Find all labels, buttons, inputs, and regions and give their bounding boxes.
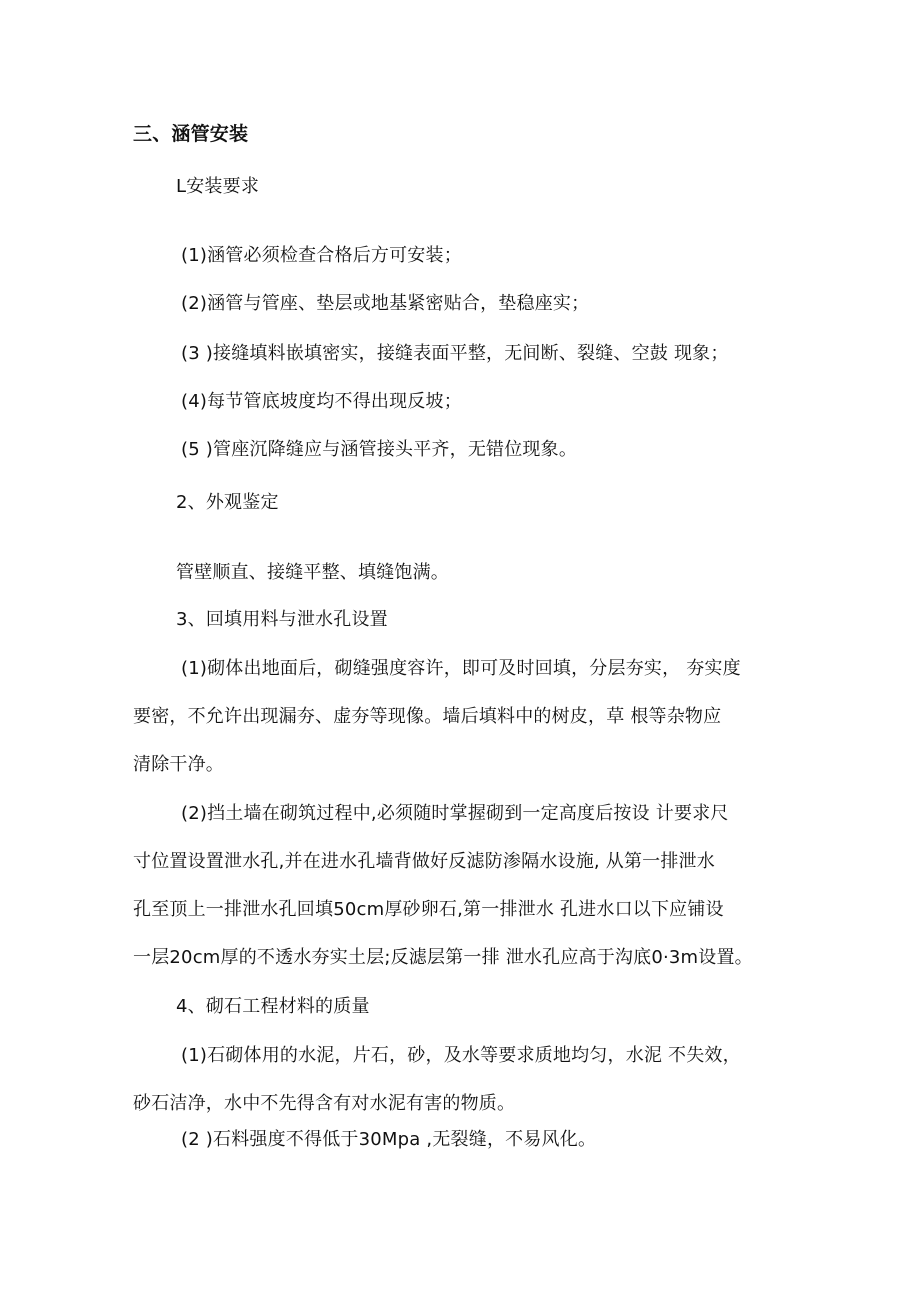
paragraph-line: 清除干净。: [133, 754, 224, 775]
paragraph-line: (2 )石料强度不得低于30Mpa ,无裂缝，不易风化。: [181, 1129, 597, 1150]
list-item: (1)涵管必须检查合格后方可安装；: [181, 245, 462, 266]
section3-title: 3、回填用料与泄水孔设置: [176, 609, 388, 630]
list-item: (3 )接缝填料嵌填密实，接缝表面平整，无间断、裂缝、空鼓 现象；: [181, 343, 729, 364]
section1-title: L安装要求: [176, 176, 260, 197]
list-item: (5 )管座沉降缝应与涵管接头平齐，无错位现象。: [181, 439, 578, 460]
paragraph-line: 一层20cm厚的不透水夯实土层;反滤层第一排 泄水孔应高于沟底0·3m设置。: [133, 947, 753, 968]
section4-title: 4、砌石工程材料的质量: [176, 996, 370, 1017]
paragraph-line: 孔至顶上一排泄水孔回填50cm厚砂卵石,第一排泄水 孔进水口以下应铺设: [133, 899, 724, 920]
list-item: (2)涵管与管座、垫层或地基紧密贴合，垫稳座实；: [181, 293, 590, 314]
section2-title: 2、外观鉴定: [176, 492, 279, 513]
paragraph-line: 要密，不允许出现漏夯、虚夯等现像。墙后填料中的树皮，草 根等杂物应: [133, 706, 722, 727]
paragraph-line: (1)石砌体用的水泥，片石，砂，及水等要求质地均匀，水泥 不失效，: [181, 1045, 741, 1066]
list-item: (4)每节管底坡度均不得出现反坡；: [181, 391, 462, 412]
section-heading: 三、涵管安装: [133, 123, 249, 145]
paragraph-line: (1)砌体出地面后，砌缝强度容许，即可及时回填，分层夯实， 夯实度: [181, 658, 741, 679]
section2-text: 管壁顺直、接缝平整、填缝饱满。: [176, 562, 449, 583]
paragraph-line: 砂石洁净，水中不先得含有对水泥有害的物质。: [133, 1093, 516, 1114]
paragraph-line: (2)挡土墙在砌筑过程中,必须随时掌握砌到一定高度后按设 计要求尺: [181, 803, 729, 824]
paragraph-line: 寸位置设置泄水孔,并在进水孔墙背做好反滤防渗隔水设施, 从第一排泄水: [133, 851, 715, 872]
